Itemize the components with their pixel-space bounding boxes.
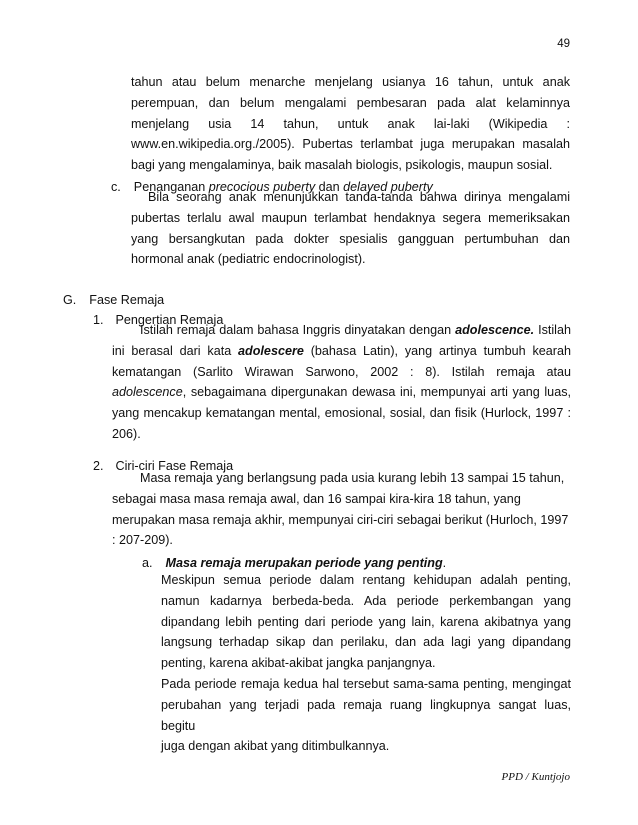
text-line: Pada periode remaja kedua hal tersebut sama-sama penting, mengingat bbox=[161, 676, 571, 691]
text-line: hormonal anak (pediatric endocrinologist). bbox=[131, 252, 366, 267]
term-delayed-puberty: delayed puberty bbox=[343, 180, 433, 194]
text-line: langsung terhadap sikap dan perilaku, dan ada lagi yang dipandang bbox=[161, 635, 571, 650]
paragraph-puberty-continuation bbox=[131, 72, 570, 176]
item-title: Pengertian Remaja bbox=[115, 313, 224, 327]
term-adolescere: adolescere bbox=[238, 343, 304, 358]
text-line: dipandang lebih penting dari periode yang lain, karena akibatnya yang bbox=[161, 614, 571, 629]
text-line: penting, karena akibat-akibat jangka panjangnya. bbox=[161, 656, 436, 671]
text-line: Meskipun semua periode dalam rentang kehidupan adalah penting, bbox=[161, 573, 571, 587]
item-title: Ciri-ciri Fase Remaja bbox=[115, 459, 234, 473]
text-line: Bila seorang anak menunjukkan tanda-tanda bahwa dirinya mengalami bbox=[148, 190, 570, 204]
heading-text: dan bbox=[315, 180, 344, 194]
text-line: merupakan masa remaja akhir, mempunyai ciri-ciri sebagai berikut (Hurloch, 1997 bbox=[112, 512, 569, 527]
text-line: sebagai masa masa remaja awal, dan 16 sampai kira-kira 18 tahun, yang bbox=[112, 491, 521, 506]
term-adolescence-italic: adolescence bbox=[112, 385, 183, 400]
text-line: perempuan, dan belum mengalami pembesaran pada alat kelaminnya bbox=[131, 95, 570, 110]
item-title: Masa remaja merupakan periode yang penting bbox=[165, 556, 443, 570]
text-line: menjelang usia 14 tahun, untuk anak lai-laki (Wikipedia : bbox=[131, 116, 570, 131]
list-label: 2. bbox=[93, 459, 104, 473]
text-line: pubertas terlalu awal maupun terlambat hendaknya segera memeriksakan bbox=[131, 210, 570, 225]
text-line: tahun atau belum menarche menjelang usianya 16 tahun, untuk anak bbox=[131, 75, 570, 89]
text-line: : 207-209). bbox=[112, 533, 173, 548]
text-line: www.en.wikipedia.org./2005). Pubertas terlambat juga merupakan masalah bbox=[131, 137, 570, 152]
text-line: ini berasal dari kata adolescere (bahasa Latin), yang artinya tumbuh kearah bbox=[112, 343, 571, 358]
paragraph-ciri-ciri bbox=[112, 468, 571, 551]
term-precocious-puberty: precocious puberty bbox=[208, 180, 316, 194]
text-line: perubahan yang terjadi pada remaja ruang lingkupnya sangat luas, begitu bbox=[161, 697, 571, 733]
list-label: a. bbox=[142, 556, 153, 570]
text-line: bagi yang mengalaminya, baik masalah biologis, psikologis, maupun sosial. bbox=[131, 158, 553, 173]
text-line: namun kadarnya berbeda-beda. Ada periode perkembangan yang bbox=[161, 593, 571, 608]
item-2a-heading: a. Masa remaja merupakan periode yang penting. bbox=[142, 556, 447, 570]
section-label: G. bbox=[63, 293, 77, 307]
footer-author: PPD / Kuntjojo bbox=[501, 771, 570, 783]
text-line: adolescence, sebagaimana dipergunakan dewasa ini, mempunyai arti yang luas, bbox=[112, 385, 571, 400]
text-line: Masa remaja yang berlangsung pada usia kurang lebih 13 sampai 15 tahun, bbox=[140, 471, 565, 485]
text-line: yang bersangkutan pada dokter spesialis gangguan pertumbuhan dan bbox=[131, 231, 570, 246]
page-number: 49 bbox=[557, 38, 570, 50]
list-label: c. bbox=[111, 180, 121, 194]
section-title: Fase Remaja bbox=[89, 293, 165, 307]
term-adolescence: adolescence. bbox=[455, 323, 535, 337]
paragraph-pengertian-remaja bbox=[112, 320, 571, 445]
list-label: 1. bbox=[93, 313, 104, 327]
text-line: kematangan (Sarlito Wirawan Sarwono, 2002 : 8). Istilah remaja atau bbox=[112, 364, 571, 379]
paragraph-section-c bbox=[131, 187, 570, 270]
text-line: 206). bbox=[112, 426, 141, 441]
text-line: juga dengan akibat yang ditimbulkannya. bbox=[161, 739, 390, 754]
text-line: Istilah remaja dalam bahasa Inggris dinyatakan dengan adolescence. Istilah bbox=[140, 323, 571, 337]
paragraph-periode-penting bbox=[161, 570, 571, 757]
section-g-heading bbox=[63, 290, 164, 310]
text-line: yang mencakup kematangan mental, emosional, sosial, dan fisik (Hurlock, 1997 : bbox=[112, 406, 571, 421]
heading-text: Penanganan bbox=[133, 180, 209, 194]
